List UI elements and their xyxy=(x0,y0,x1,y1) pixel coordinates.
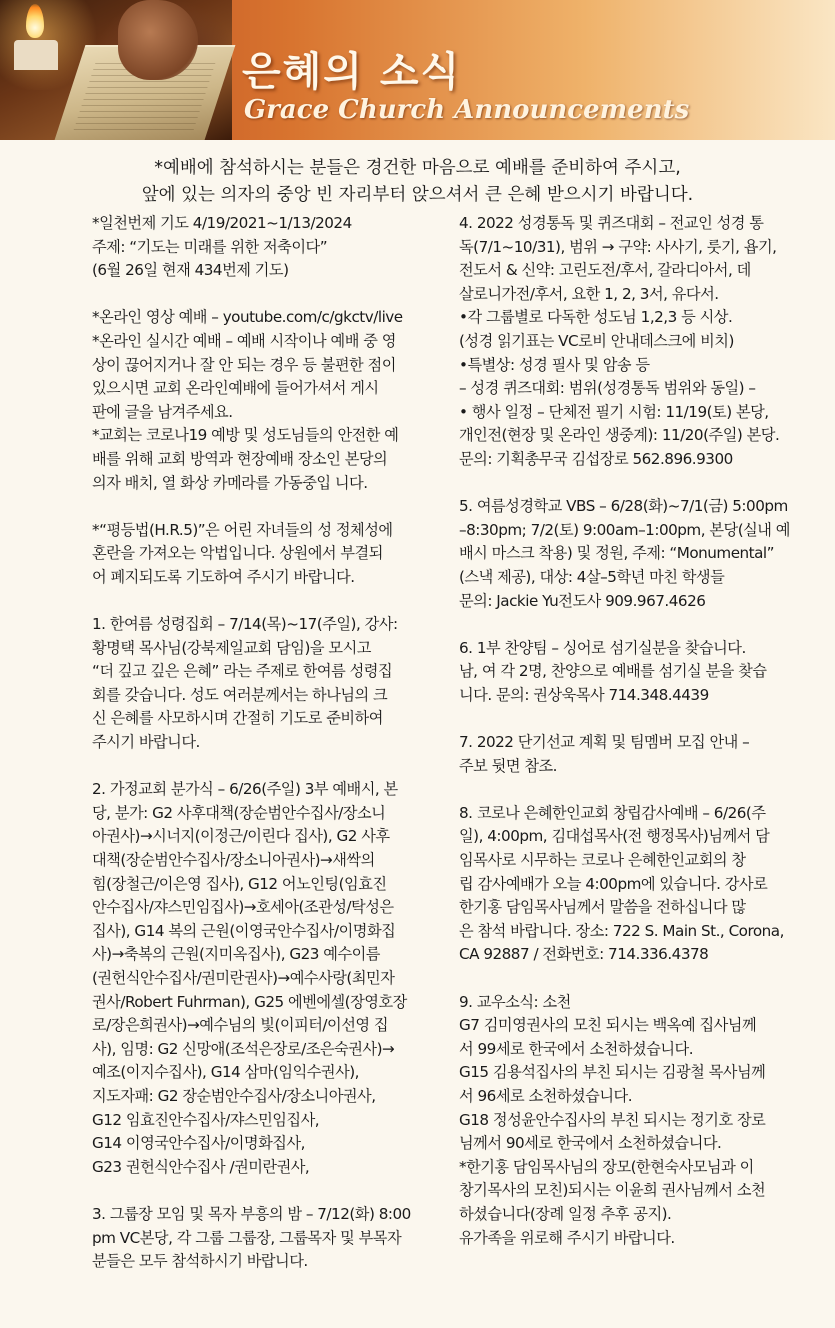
announcement-line: 3. 그룹장 모임 및 목자 부흥의 밤 – 7/12(화) 8:00 xyxy=(92,1204,411,1223)
announcement-line: 신 은혜를 사모하시며 간절히 기도로 준비하여 xyxy=(92,709,383,728)
announcement-line: 예조(이지수집사), G14 삼마(임익수권사), xyxy=(92,1063,360,1082)
announcement-line: 힘(장철근/이은영 집사), G12 어노인팅(임효진 xyxy=(92,874,387,893)
right-column xyxy=(459,212,815,1250)
announcement-line: 분들은 모두 참석하시기 바랍니다. xyxy=(92,1252,308,1271)
announcement-line: • 행사 일정 – 단체전 필기 시험: 11/19(토) 본당, xyxy=(459,402,769,421)
announcement-line: 서 99세로 한국에서 소천하셨습니다. xyxy=(459,1039,694,1058)
announcement-line: *교회는 코로나19 예방 및 성도님들의 안전한 예 xyxy=(92,426,399,445)
announcement-line: 7. 2022 단기선교 계획 및 팀멤버 모집 안내 – xyxy=(459,733,750,752)
announcement-line: 안수집사/쟈스민임집사)→호세아(조관성/탁성은 xyxy=(92,898,394,917)
header-banner xyxy=(0,0,835,140)
page-title: 은혜의 소식 xyxy=(242,49,462,95)
announcement-line: pm VC본당, 각 그룹 그룹장, 그룹목자 및 부목자 xyxy=(92,1228,402,1247)
announcement-line: 주보 뒷면 참조. xyxy=(459,756,558,775)
announcement-line: •각 그룹별로 다독한 성도님 1,2,3 등 시상. xyxy=(459,308,733,327)
header-photo xyxy=(0,0,232,140)
candle-icon xyxy=(14,40,58,70)
announcement-line: G7 김미영권사의 모친 되시는 백옥예 집사님께 xyxy=(459,1016,757,1035)
blank-line xyxy=(92,495,447,519)
announcement-line: 개인전(현장 및 온라인 생중계): 11/20(주일) 본당. xyxy=(459,426,780,445)
announcement-line: *한기홍 담임목사님의 장모(한현숙사모님과 이 xyxy=(459,1157,754,1176)
announcement-line: 판에 글을 남겨주세요. xyxy=(92,402,233,421)
announcement-line: (권헌식안수집사/권미란권사)→예수사랑(최민자 xyxy=(92,969,395,987)
blank-line xyxy=(459,613,815,637)
announcement-line: 립 감사예배가 오늘 4:00pm에 있습니다. 강사로 xyxy=(459,874,768,893)
announcement-line: G18 정성윤안수집사의 부친 되시는 정기호 장로 xyxy=(459,1110,766,1129)
announcement-line: 상이 끊어지거나 잘 안 되는 경우 등 불편한 점이 xyxy=(92,355,396,374)
announcement-line: 님께서 90세로 한국에서 소천하셨습니다. xyxy=(459,1134,722,1153)
announcement-line: 9. 교우소식: 소천 xyxy=(459,992,571,1011)
intro-line: *예배에 참석하시는 분들은 경건한 마음으로 예배를 준비하여 주시고, xyxy=(154,158,681,178)
announcement-line: 문의: Jackie Yu전도사 909.967.4626 xyxy=(459,591,706,610)
page-subtitle: Grace Church Announcements xyxy=(244,95,690,125)
announcement-line: 로/장은희권사)→예수님의 빛(이피터/이선영 집 xyxy=(92,1016,389,1035)
announcement-line: 2. 가정교회 분가식 – 6/26(주일) 3부 예배시, 본 xyxy=(92,780,398,799)
announcement-line: (스낵 제공), 대상: 4살–5학년 마친 학생들 xyxy=(459,567,725,586)
announcement-line: 주제: “기도는 미래를 위한 저축이다” xyxy=(92,237,328,256)
blank-line xyxy=(459,967,815,991)
announcement-line: 문의: 기획총무국 김섭장로 562.896.9300 xyxy=(459,449,733,468)
announcement-line: 8. 코로나 은혜한인교회 창립감사예배 – 6/26(주 xyxy=(459,803,766,822)
announcement-line: 배시 마스크 착용) 및 정원, 주제: “Monumental” xyxy=(459,544,775,563)
announcement-line: 4. 2022 성경통독 및 퀴즈대회 – 전교인 성경 통 xyxy=(459,214,764,232)
announcement-line: 주시기 바랍니다. xyxy=(92,733,200,752)
announcement-line: 살로니가전/후서, 요한 1, 2, 3서, 유다서. xyxy=(459,284,719,303)
announcement-line: (성경 읽기표는 VC로비 안내데스크에 비치) xyxy=(459,331,734,350)
blank-line xyxy=(92,1179,447,1203)
announcement-line: 유가족을 위로해 주시기 바랍니다. xyxy=(459,1228,675,1247)
announcement-line: 하셨습니다(장례 일정 추후 공지). xyxy=(459,1204,672,1223)
announcement-line: 한기홍 담임목사님께서 말씀을 전하십니다 많 xyxy=(459,898,746,917)
announcement-line: 창기목사의 모친)되시는 이윤희 권사님께서 소천 xyxy=(459,1181,766,1200)
announcement-line: 서 96세로 소천하셨습니다. xyxy=(459,1086,633,1105)
announcement-line: 있으시면 교회 온라인예배에 들어가셔서 게시 xyxy=(92,379,379,398)
announcement-line: 사)→축복의 근원(지미옥집사), G23 예수이름 xyxy=(92,945,380,964)
announcement-line: 남, 여 각 2명, 찬양으로 예배를 섬기실 분을 찾습 xyxy=(459,662,767,681)
blank-line xyxy=(92,283,447,307)
intro-notice xyxy=(0,155,835,209)
announcement-line: “더 깊고 깊은 은혜” 라는 주제로 한여름 성령집 xyxy=(92,662,393,681)
announcement-line: 권사/Robert Fuhrman), G25 에벤에셀(장영호장 xyxy=(92,992,407,1011)
blank-line xyxy=(459,778,815,802)
announcement-line: CA 92887 / 전화번호: 714.336.4378 xyxy=(459,945,709,964)
announcement-line: 아권사)→시너지(이정근/이린다 집사), G2 사후 xyxy=(92,827,390,846)
announcement-line: 어 폐지되도록 기도하여 주시기 바랍니다. xyxy=(92,567,355,586)
announcement-line: 집사), G14 복의 근원(이영국안수집사/이명화집 xyxy=(92,921,396,940)
announcement-line: 의자 배치, 열 화상 카메라를 가동중입 니다. xyxy=(92,473,368,492)
blank-line xyxy=(459,707,815,731)
announcement-line: – 성경 퀴즈대회: 범위(성경통독 범위와 동일) – xyxy=(459,379,756,398)
announcement-line: *온라인 실시간 예배 – 예배 시작이나 예배 중 영 xyxy=(92,331,396,350)
announcement-line: 전도서 & 신약: 고린도전/후서, 갈라디아서, 데 xyxy=(459,261,751,280)
announcement-line: –8:30pm; 7/2(토) 9:00am–1:00pm, 본당(실내 예 xyxy=(459,520,790,539)
announcement-line: 독(7/1~10/31), 범위 → 구약: 사사기, 룻기, 욥기, xyxy=(459,237,777,256)
announcement-line: G12 임효진안수집사/쟈스민임집사, xyxy=(92,1110,320,1129)
announcement-line: 당, 분가: G2 사후대책(장순범안수집사/장소니 xyxy=(92,803,386,822)
announcement-line: *온라인 영상 예배 – youtube.com/c/gkctv/live xyxy=(92,308,403,327)
blank-line xyxy=(92,590,447,614)
announcement-line: 배를 위해 교회 방역과 현장예배 장소인 본당의 xyxy=(92,449,388,468)
announcement-line: 6. 1부 찬양팀 – 싱어로 섬기실분을 찾습니다. xyxy=(459,638,746,657)
announcement-line: (6월 26일 현재 434번제 기도) xyxy=(92,261,289,280)
announcement-line: 니다. 문의: 권상욱목사 714.348.4439 xyxy=(459,685,709,704)
announcement-line: 사), 임명: G2 신망애(조석은장로/조은숙권사)→ xyxy=(92,1039,395,1058)
announcement-line: 임목사로 시무하는 코로나 은혜한인교회의 창 xyxy=(459,851,746,870)
announcement-line: 일), 4:00pm, 김대섭목사(전 행정목사)님께서 담 xyxy=(459,827,770,846)
announcement-line: 황명택 목사님(강북제일교회 담임)을 모시고 xyxy=(92,638,371,657)
announcement-line: •특별상: 성경 필사 및 암송 등 xyxy=(459,355,650,374)
announcement-line: 회를 갖습니다. 성도 여러분께서는 하나님의 크 xyxy=(92,685,388,704)
announcement-line: G23 권헌식안수집사 /권미란권사, xyxy=(92,1157,310,1176)
announcement-line: 은 참석 바랍니다. 장소: 722 S. Main St., Corona, xyxy=(459,921,784,940)
announcement-line: 1. 한여름 성령집회 – 7/14(목)~17(주일), 강사: xyxy=(92,615,398,634)
announcement-line: *일천번제 기도 4/19/2021~1/13/2024 xyxy=(92,214,352,232)
intro-line: 앞에 있는 의자의 중앙 빈 자리부터 앉으셔서 큰 은혜 받으시기 바랍니다. xyxy=(141,185,694,205)
announcement-line: 혼란을 가져오는 악법입니다. 상원에서 부결되 xyxy=(92,544,383,563)
announcement-line: *“평등법(H.R.5)”은 어린 자녀들의 성 정체성에 xyxy=(92,520,393,539)
announcement-line: 지도자패: G2 장순범안수집사/장소니아권사, xyxy=(92,1086,376,1105)
blank-line xyxy=(92,755,447,779)
announcement-line: 대책(장순범안수집사/장소니아권사)→새싹의 xyxy=(92,851,375,870)
announcement-line: G14 이영국안수집사/이명화집사, xyxy=(92,1134,305,1153)
blank-line xyxy=(459,472,815,496)
praying-hands-icon xyxy=(118,0,198,80)
announcement-line: 5. 여름성경학교 VBS – 6/28(화)~7/1(금) 5:00pm xyxy=(459,497,788,516)
announcement-line: G15 김용석집사의 부친 되시는 김광철 목사님께 xyxy=(459,1063,766,1082)
left-column xyxy=(92,212,447,1274)
